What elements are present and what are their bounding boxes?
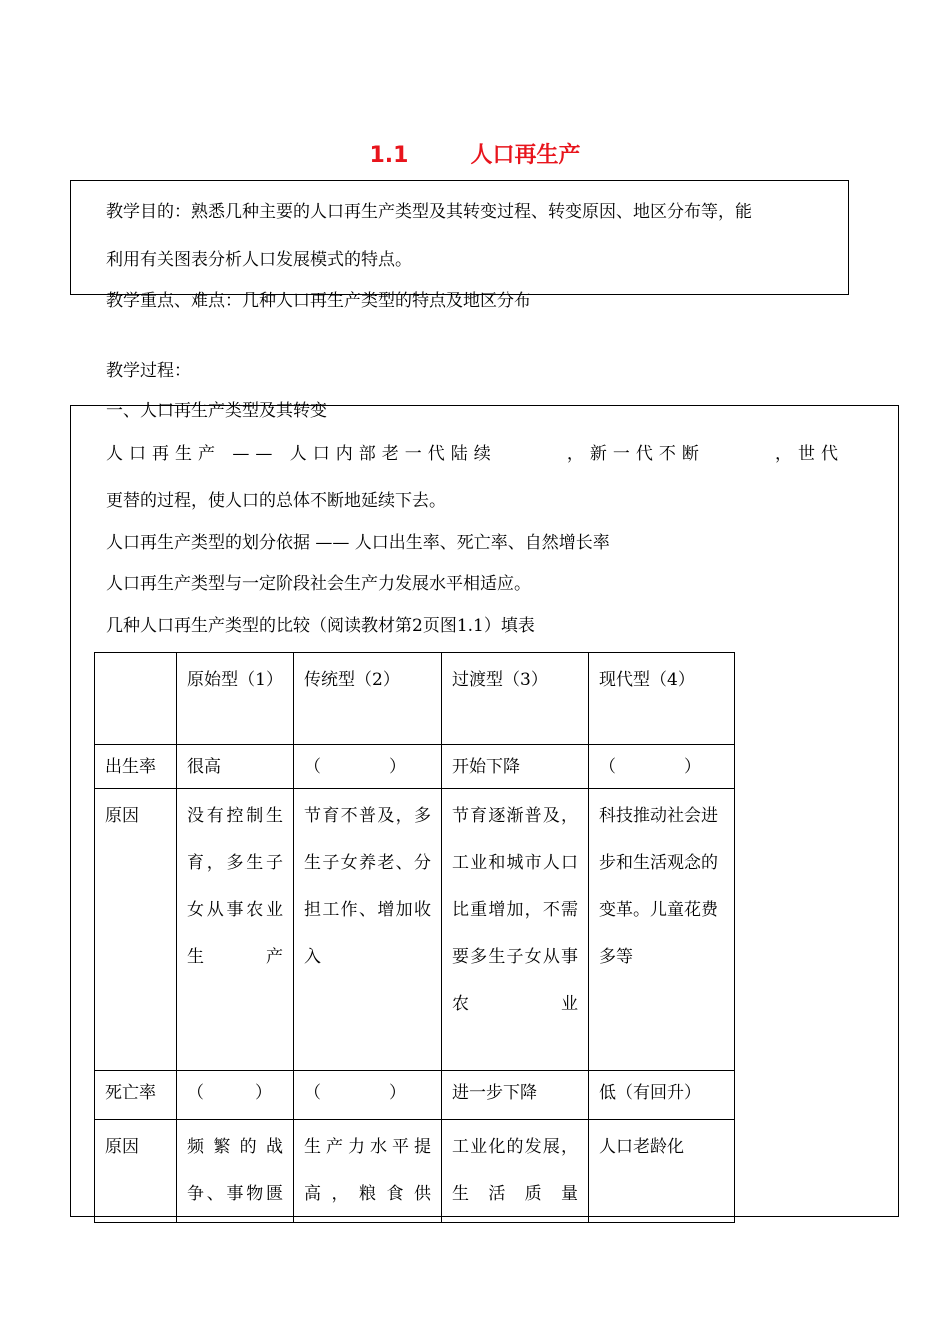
definition-part-c: ，世代 bbox=[775, 444, 844, 464]
objectives-line-2: 利用有关图表分析人口发展模式的特点。 bbox=[106, 250, 412, 270]
table-cell: 生产力水平提高，粮食供 bbox=[294, 1120, 442, 1223]
table-row bbox=[95, 789, 735, 1071]
table-cell: 原因 bbox=[95, 789, 177, 1071]
comparison-table bbox=[94, 652, 735, 1223]
table-cell: 开始下降 bbox=[442, 745, 589, 789]
table-header-cell: 传统型（2） bbox=[294, 653, 442, 745]
table-cell: 死亡率 bbox=[95, 1071, 177, 1120]
definition-line-2: 更替的过程，使人口的总体不断地延续下去。 bbox=[106, 491, 446, 511]
table-cell: 没有控制生育，多生子女从事农业生产 bbox=[177, 789, 294, 1071]
adapt-line: 人口再生产类型与一定阶段社会生产力发展水平相适应。 bbox=[106, 574, 531, 594]
definition-part-a: 人口再生产 —— 人口内部老一代陆续 bbox=[106, 444, 497, 464]
definition-part-b: ，新一代不断 bbox=[566, 444, 705, 464]
title-text: 人口再生产 bbox=[470, 143, 581, 168]
table-cell: 科技推动社会进步和生活观念的变革。儿童花费多等 bbox=[589, 789, 735, 1071]
objectives-box bbox=[70, 180, 849, 295]
table-cell: 人口老龄化 bbox=[589, 1120, 735, 1223]
table-header-cell: 现代型（4） bbox=[589, 653, 735, 745]
objectives-line-1: 教学目的：熟悉几种主要的人口再生产类型及其转变过程、转变原因、地区分布等，能 bbox=[106, 202, 752, 222]
table-cell: 节育不普及，多生子女养老、分担工作、增加收入 bbox=[294, 789, 442, 1071]
table-cell: 进一步下降 bbox=[442, 1071, 589, 1120]
section-heading: 一、人口再生产类型及其转变 bbox=[106, 401, 327, 421]
table-cell: （ ） bbox=[177, 1071, 294, 1120]
table-cell: 出生率 bbox=[95, 745, 177, 789]
table-cell: 原因 bbox=[95, 1120, 177, 1223]
table-cell bbox=[95, 653, 177, 745]
table-row bbox=[95, 1071, 735, 1120]
compare-line: 几种人口再生产类型的比较（阅读教材第2页图1.1）填表 bbox=[106, 616, 535, 636]
table-cell: 低（有回升） bbox=[589, 1071, 735, 1120]
table-cell: 工业化的发展，生活质量 bbox=[442, 1120, 589, 1223]
table-cell: （ ） bbox=[294, 745, 442, 789]
key-points: 教学重点、难点：几种人口再生产类型的特点及地区分布 bbox=[106, 291, 531, 311]
table-header-cell: 原始型（1） bbox=[177, 653, 294, 745]
table-row bbox=[95, 1120, 735, 1223]
table-header-cell: 过渡型（3） bbox=[442, 653, 589, 745]
table-header-row bbox=[95, 653, 735, 745]
table-row bbox=[95, 745, 735, 789]
process-label: 教学过程： bbox=[106, 361, 191, 381]
table-cell: 很高 bbox=[177, 745, 294, 789]
table-cell: 频繁的战争、事物匮 bbox=[177, 1120, 294, 1223]
page-title bbox=[0, 138, 950, 169]
table-cell: （ ） bbox=[589, 745, 735, 789]
table-cell: （ ） bbox=[294, 1071, 442, 1120]
definition-line-1 bbox=[106, 442, 844, 466]
basis-line: 人口再生产类型的划分依据 —— 人口出生率、死亡率、自然增长率 bbox=[106, 533, 610, 553]
title-number: 1.1 bbox=[369, 143, 409, 168]
table-cell: 节育逐渐普及，工业和城市人口比重增加，不需要多生子女从事农业 bbox=[442, 789, 589, 1071]
